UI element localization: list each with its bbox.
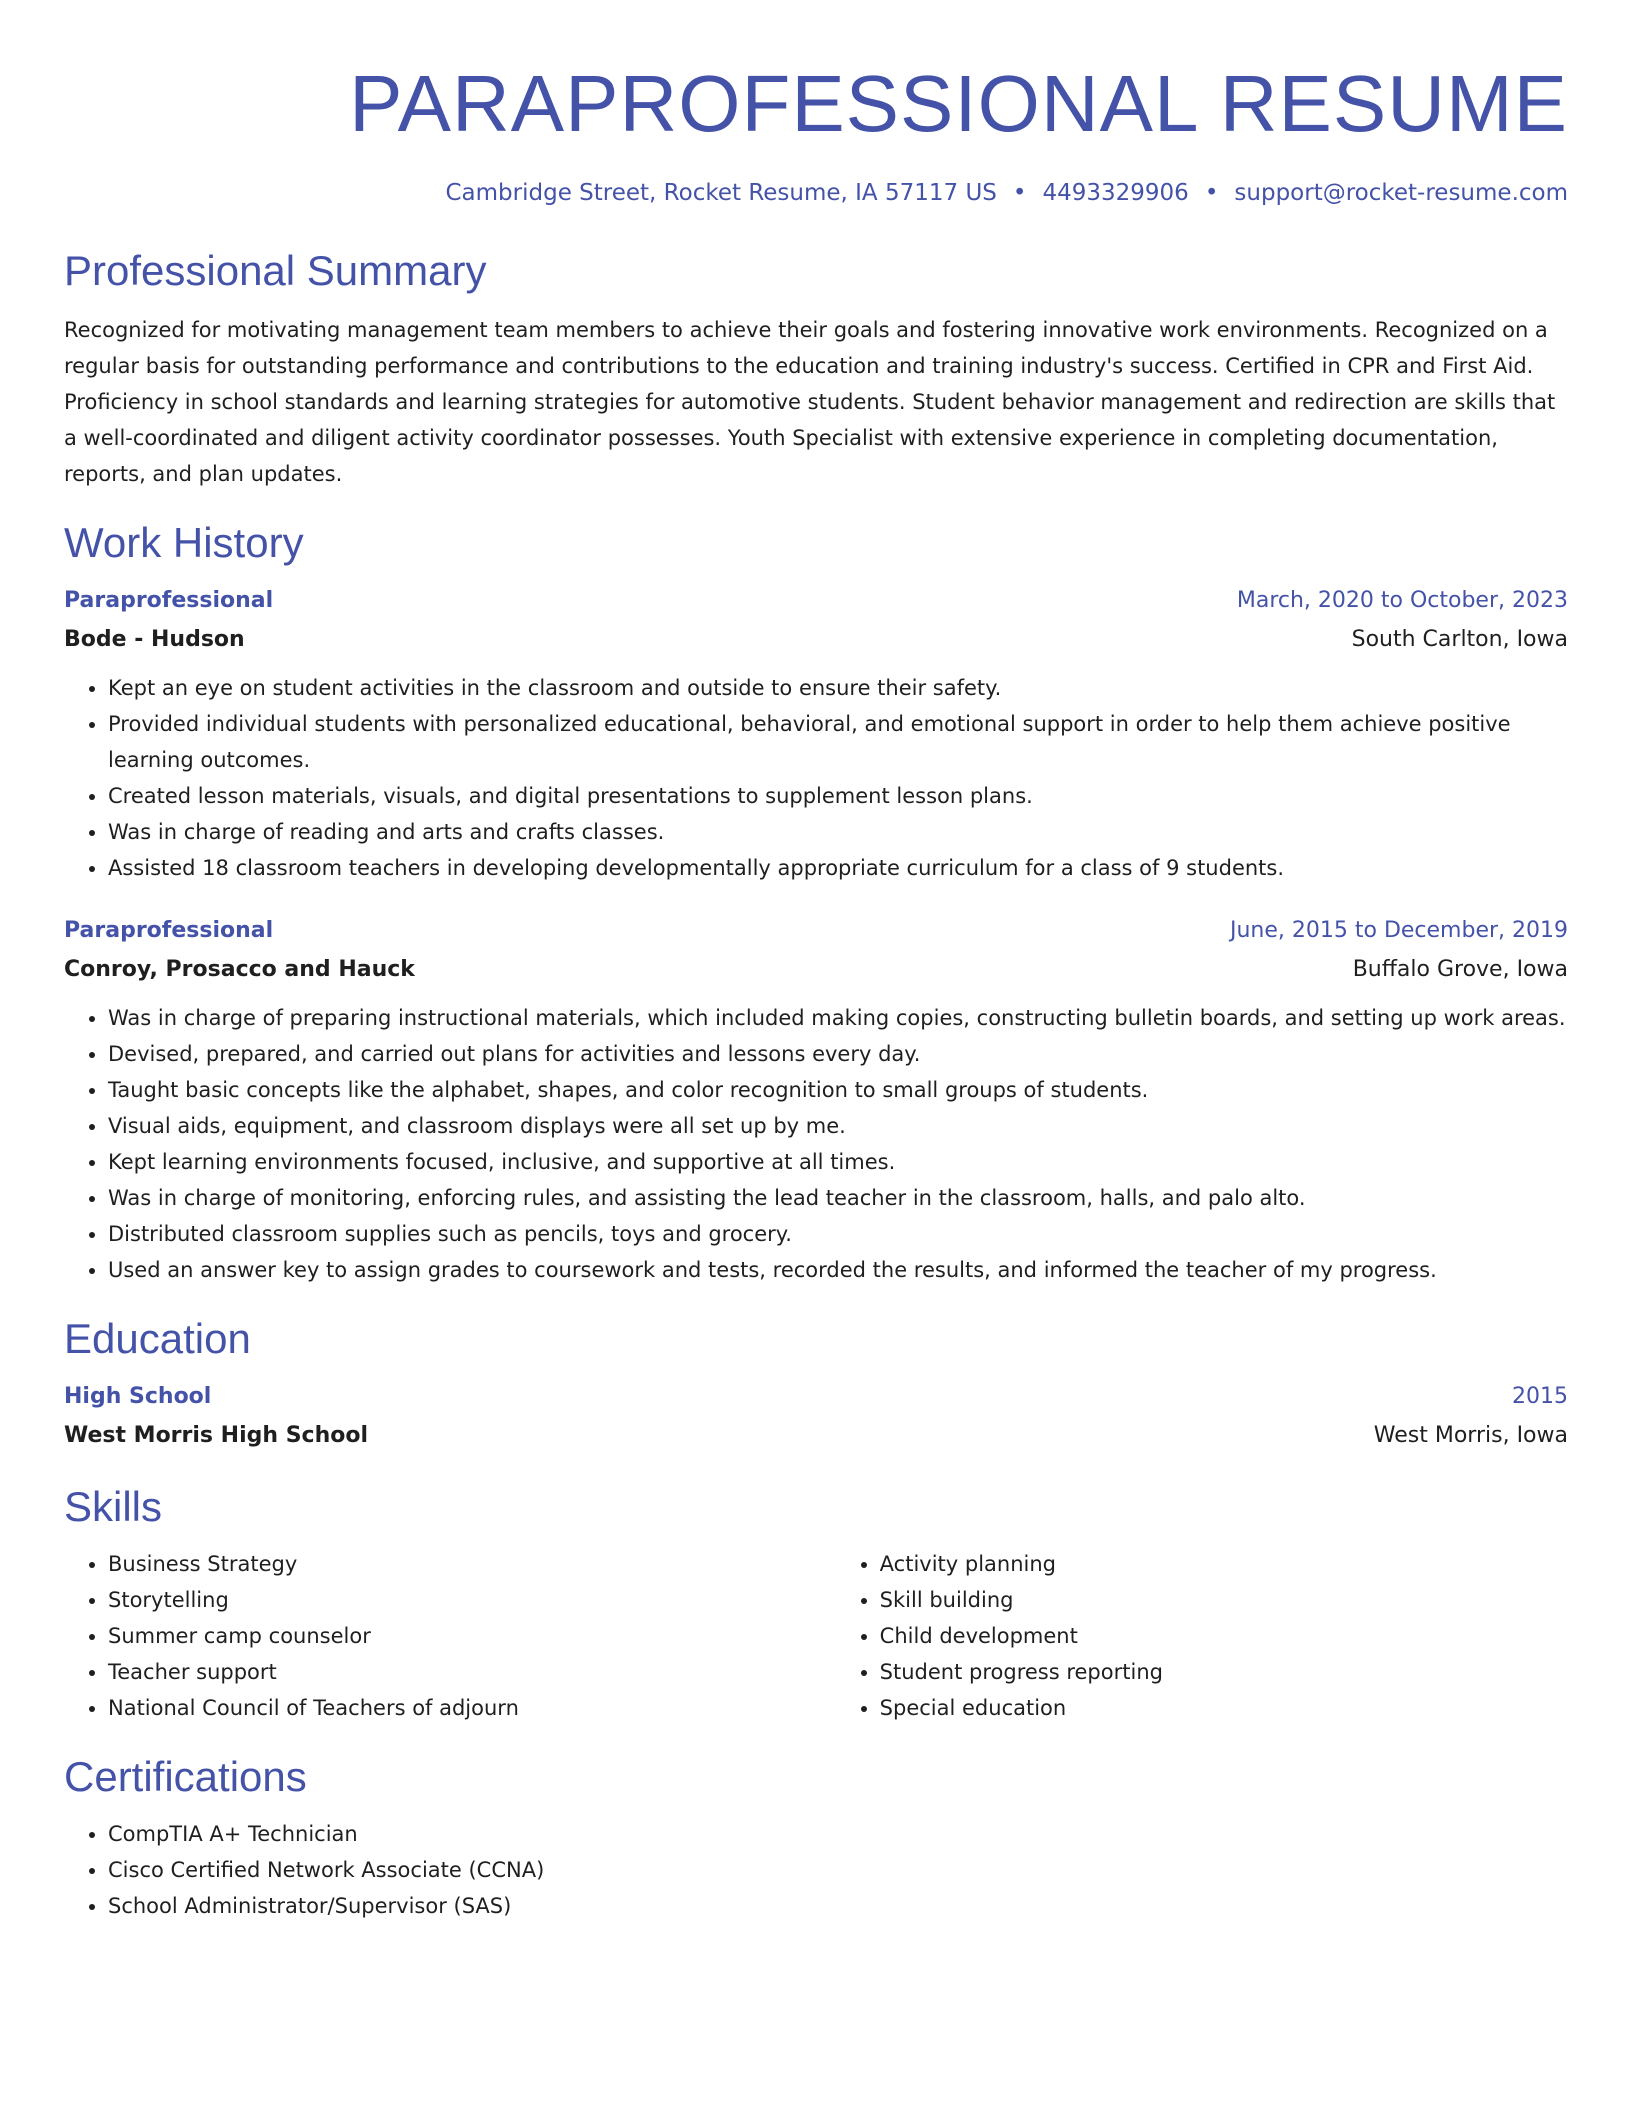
list-item: • Visual aids, equipment, and classroom displays were all set up by me. bbox=[108, 1108, 1568, 1144]
contact-line bbox=[64, 176, 1568, 210]
list-item: • Kept an eye on student activities in the classroom and outside to ensure their safety. bbox=[108, 670, 1568, 706]
job-header-row bbox=[64, 582, 1568, 620]
certifications-section bbox=[64, 1750, 1568, 1924]
work-history-heading: Work History bbox=[64, 519, 304, 566]
education-school-row bbox=[64, 1416, 1568, 1456]
list-item: • Kept learning environments focused, inclusive, and supportive at all times. bbox=[108, 1144, 1568, 1180]
education-degree: High School bbox=[64, 1384, 212, 1409]
list-item: • Was in charge of preparing instructional materials, which included making copies, constructing bulletin boards, and setting up work areas. bbox=[108, 1000, 1568, 1036]
list-item: • CompTIA A+ Technician bbox=[108, 1816, 1568, 1852]
skills-heading: Skills bbox=[64, 1483, 163, 1530]
contact-email: support@rocket-resume.com bbox=[1234, 180, 1568, 206]
list-item: • Summer camp counselor bbox=[108, 1618, 836, 1654]
list-item: • Storytelling bbox=[108, 1582, 836, 1618]
contact-separator: • bbox=[1012, 180, 1027, 206]
job-company-row bbox=[64, 620, 1568, 660]
summary-text: Recognized for motivating management team members to achieve their goals and fostering innovative work environments. Recognized on a regular basis for outstanding performance and contributions to the education and training industry's success. Certified in CPR and First Aid. Proficiency in school standards and learning strategies for automotive students. Student behavior management and redirection are skills that a well-coordinated and diligent activity coordinator possesses. Youth Specialist with extensive experience in completing documentation, reports, and plan updates. bbox=[64, 318, 1556, 486]
job-role: Paraprofessional bbox=[64, 918, 274, 943]
job-location: South Carlton, Iowa bbox=[1351, 627, 1568, 652]
job-company: Conroy, Prosacco and Hauck bbox=[64, 957, 415, 982]
job-header-row bbox=[64, 912, 1568, 950]
contact-phone: 4493329906 bbox=[1042, 180, 1189, 206]
list-item: • Business Strategy bbox=[108, 1546, 836, 1582]
education-year: 2015 bbox=[1512, 1384, 1568, 1409]
job-duties-list bbox=[64, 1000, 1568, 1288]
education-header-row bbox=[64, 1378, 1568, 1416]
list-item: • Skill building bbox=[880, 1582, 1568, 1618]
education-entry bbox=[64, 1378, 1568, 1456]
work-history-section bbox=[64, 516, 1568, 1288]
job-dates: March, 2020 to October, 2023 bbox=[1236, 588, 1568, 613]
summary-heading: Professional Summary bbox=[64, 247, 487, 294]
list-item: • Activity planning bbox=[880, 1546, 1568, 1582]
list-item: • Distributed classroom supplies such as pencils, toys and grocery. bbox=[108, 1216, 1568, 1252]
list-item: • Child development bbox=[880, 1618, 1568, 1654]
job-entry bbox=[64, 582, 1568, 886]
list-item: • Student progress reporting bbox=[880, 1654, 1568, 1690]
education-location: West Morris, Iowa bbox=[1373, 1423, 1568, 1448]
education-heading: Education bbox=[64, 1315, 251, 1362]
contact-address: Cambridge Street, Rocket Resume, IA 57117 US bbox=[445, 180, 997, 206]
skills-list-right bbox=[836, 1546, 1568, 1726]
list-item: • Taught basic concepts like the alphabet, shapes, and color recognition to small groups of students. bbox=[108, 1072, 1568, 1108]
resume-title: PARAPROFESSIONAL RESUME bbox=[349, 59, 1568, 148]
job-location: Buffalo Grove, Iowa bbox=[1352, 957, 1568, 982]
list-item: • National Council of Teachers of adjourn bbox=[108, 1690, 836, 1726]
job-company: Bode - Hudson bbox=[64, 627, 245, 652]
certifications-list bbox=[64, 1816, 1568, 1924]
list-item: • Cisco Certified Network Associate (CCNA) bbox=[108, 1852, 1568, 1888]
job-dates: June, 2015 to December, 2019 bbox=[1229, 918, 1568, 943]
list-item: • Provided individual students with personalized educational, behavioral, and emotional support in order to help them achieve positive learning outcomes. bbox=[108, 706, 1568, 778]
list-item: • Teacher support bbox=[108, 1654, 836, 1690]
job-duties-list bbox=[64, 670, 1568, 886]
education-section bbox=[64, 1312, 1568, 1456]
skills-list-left bbox=[64, 1546, 836, 1726]
resume-header bbox=[64, 52, 1568, 210]
summary-section bbox=[64, 244, 1568, 492]
job-entry bbox=[64, 912, 1568, 1288]
education-school: West Morris High School bbox=[64, 1423, 369, 1448]
list-item: • Devised, prepared, and carried out plans for activities and lessons every day. bbox=[108, 1036, 1568, 1072]
skills-section bbox=[64, 1480, 1568, 1726]
job-company-row bbox=[64, 950, 1568, 990]
list-item: • Used an answer key to assign grades to coursework and tests, recorded the results, and informed the teacher of my progress. bbox=[108, 1252, 1568, 1288]
job-role: Paraprofessional bbox=[64, 588, 274, 613]
list-item: • School Administrator/Supervisor (SAS) bbox=[108, 1888, 1568, 1924]
contact-separator: • bbox=[1204, 180, 1219, 206]
list-item: • Created lesson materials, visuals, and digital presentations to supplement lesson plans. bbox=[108, 778, 1568, 814]
certifications-heading: Certifications bbox=[64, 1753, 307, 1800]
list-item: • Special education bbox=[880, 1690, 1568, 1726]
list-item: • Assisted 18 classroom teachers in developing developmentally appropriate curriculum for a class of 9 students. bbox=[108, 850, 1568, 886]
skills-grid bbox=[64, 1546, 1568, 1726]
list-item: • Was in charge of reading and arts and crafts classes. bbox=[108, 814, 1568, 850]
list-item: • Was in charge of monitoring, enforcing rules, and assisting the lead teacher in the classroom, halls, and palo alto. bbox=[108, 1180, 1568, 1216]
